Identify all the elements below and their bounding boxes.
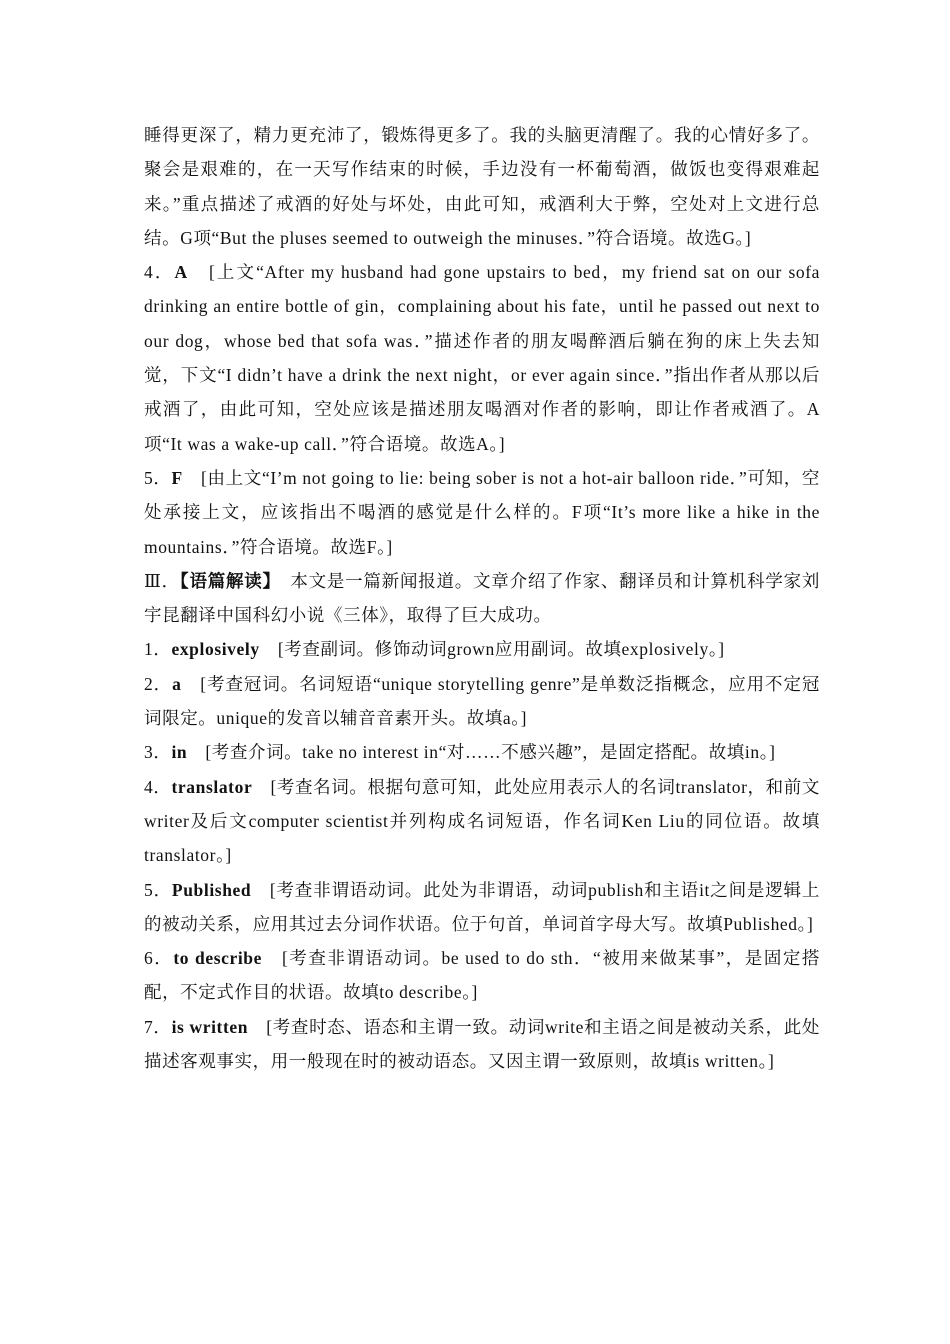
item-number: 7． (144, 1016, 172, 1037)
answer-explanations (144, 118, 820, 1078)
item-number: 5． (144, 467, 172, 488)
explanation-text: [考查冠词。名词短语“unique storytelling genre”是单数泛指概念，应用不定冠词限定。unique的发音以辅音音素开头。故填a。] (144, 673, 820, 729)
answer-key: to describe (173, 948, 262, 969)
explanation-item (144, 735, 820, 769)
item-number: 4． (144, 776, 172, 797)
explanation-text: [考查名词。根据句意可知，此处应用表示人的名词translator，和前文writer及后文computer scientist并列构成名词短语，作名词Ken Liu的同位语。故填translator。] (144, 776, 820, 866)
section-number: Ⅲ． (144, 570, 180, 591)
explanation-paragraph-continued (144, 118, 820, 255)
answer-key: in (171, 742, 188, 763)
item-number: 2． (144, 673, 173, 694)
answer-key: a (172, 673, 182, 694)
paragraph-text: 睡得更深了，精力更充沛了，锻炼得更多了。我的头脑更清醒了。我的心情好多了。聚会是艰难的，在一天写作结束的时候，手边没有一杯葡萄酒，做饭也变得艰难起来。”重点描述了戒酒的好处与坏处，由此可知，戒酒利大于弊，空处对上文进行总结。G项“But the pluses seemed to outweigh the minuses．”符合语境。故选G。] (144, 125, 820, 248)
answer-key: explosively (171, 639, 260, 660)
explanation-item (144, 461, 820, 564)
explanation-text: [考查介词。take no interest in“对……不感兴趣”，是固定搭配。故填in。] (187, 742, 776, 763)
answer-key: A (174, 262, 188, 283)
explanation-item (144, 770, 820, 873)
explanation-text: [考查非谓语动词。be used to do sth．“被用来做某事”，是固定搭配，不定式作目的状语。故填to describe。] (144, 948, 820, 1003)
section-heading (144, 564, 820, 633)
explanation-item (144, 632, 820, 666)
item-number: 6． (144, 948, 174, 969)
explanation-item (144, 255, 820, 461)
explanation-text: [考查时态、语态和主谓一致。动词write和主语之间是被动关系，此处描述客观事实，用一般现在时的被动语态。又因主谓一致原则，故填is written。] (144, 1016, 820, 1072)
item-number: 5． (144, 879, 172, 900)
answer-key: F (171, 467, 183, 488)
item-number: 3． (144, 742, 172, 763)
explanation-text: [考查副词。修饰动词grown应用副词。故填explosively。] (259, 639, 725, 660)
section-label: 【语篇解读】 (179, 570, 273, 591)
explanation-text: [上文“After my husband had gone upstairs to bed，my friend sat on our sofa drinking an entire bottle of gin，complaining about his fate，until he passed out next to our dog，whose bed that sofa was．”描述作者的朋友喝醉酒后躺在狗的床上失去知觉，下文“I didn’t have a drink the next night，or ever again since．”指出作者从那以后戒酒了，由此可知，空处应该是描述朋友喝酒对作者的影响，即让作者戒酒了。A项“It was a wake-up call．”符合语境。故选A。] (144, 262, 820, 454)
item-number: 4． (144, 262, 175, 283)
explanation-item (144, 873, 820, 942)
explanation-text: [考查非谓语动词。此处为非谓语，动词publish和主语it之间是逻辑上的被动关系，应用其过去分词作状语。位于句首，单词首字母大写。故填Published。] (144, 879, 820, 934)
answer-key: translator (171, 776, 253, 797)
answer-key: Published (171, 879, 252, 900)
explanation-item (144, 1010, 820, 1079)
item-number: 1． (144, 639, 172, 660)
answer-key: is written (171, 1016, 249, 1037)
section-summary: 本文是一篇新闻报道。文章介绍了作家、翻译员和计算机科学家刘宇昆翻译中国科幻小说《三体》，取得了巨大成功。 (144, 570, 820, 626)
explanation-item (144, 667, 820, 736)
explanation-item (144, 941, 820, 1010)
explanation-text: [由上文“I’m not going to lie: being sober is not a hot-air balloon ride．”可知，空处承接上文，应该指出不喝酒的感觉是什么样的。F项“It’s more like a hike in the mountains．”符合语境。故选F。] (144, 467, 820, 557)
